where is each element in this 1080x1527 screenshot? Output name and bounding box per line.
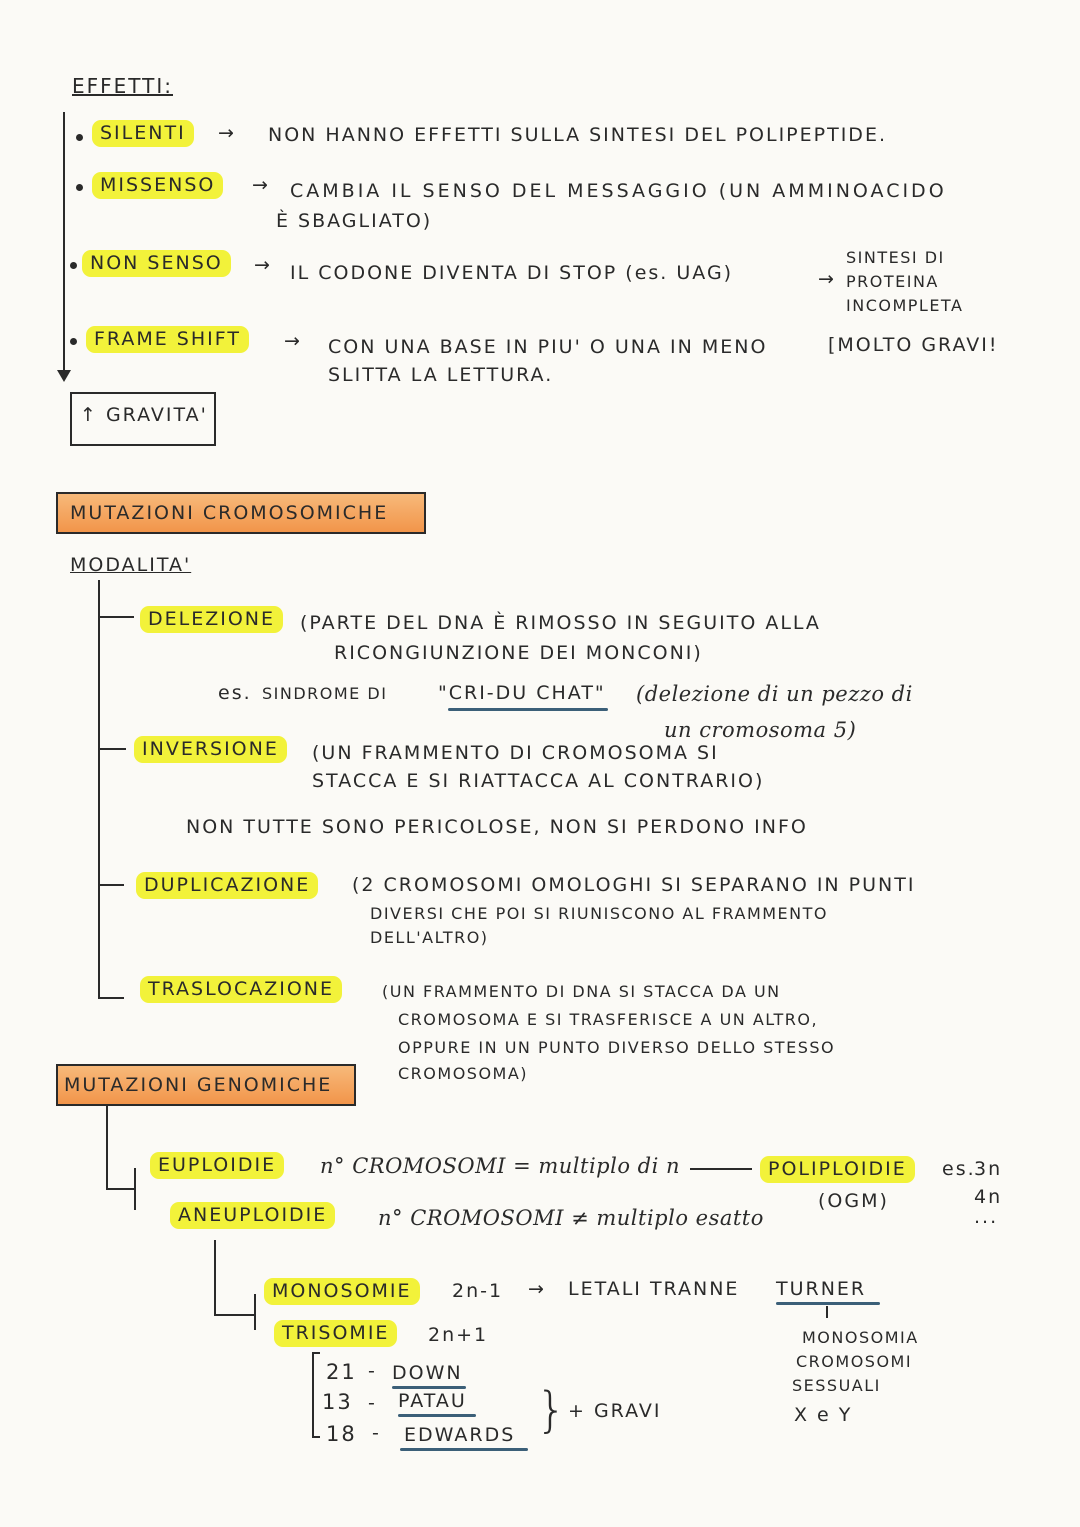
modalita-tree-line xyxy=(98,580,100,998)
desc-traslocazione-2: CROMOSOMA E SI TRASFERISCE A UN ALTRO, xyxy=(398,1010,819,1029)
desc-duplicazione-1: (2 CROMOSOMI OMOLOGHI SI SEPARANO IN PUNTI xyxy=(352,874,916,896)
branch-line xyxy=(98,748,126,750)
trisomy-num-13: 13 xyxy=(322,1390,353,1414)
desc-euploidie: n° CROMOSOMI = multiplo di n xyxy=(320,1154,681,1178)
underline xyxy=(448,708,608,711)
tag-euploidie: EUPLOIDIE xyxy=(150,1152,284,1179)
tag-traslocazione: TRASLOCAZIONE xyxy=(140,976,342,1003)
example-text: SINDROME DI xyxy=(262,684,388,703)
ploidy-ellipsis: ... xyxy=(974,1206,999,1228)
desc-missenso-1: CAMBIA IL SENSO DEL MESSAGGIO (UN AMMINOACIDO xyxy=(290,180,947,202)
arrow: → xyxy=(252,174,270,196)
formula-trisomie: 2n+1 xyxy=(428,1324,489,1346)
desc-inversione-2: STACCA E SI RIATTACCA AL CONTRARIO) xyxy=(312,770,765,792)
gravity-axis-arrowhead xyxy=(57,370,71,382)
bullet xyxy=(76,134,83,141)
exception-turner: TURNER xyxy=(776,1278,867,1300)
section-title-text: MUTAZIONI CROMOSOMICHE xyxy=(70,502,389,524)
example-note-1: (delezione di un pezzo di xyxy=(636,682,913,706)
trisomy-name-edwards: EDWARDS xyxy=(404,1424,516,1446)
desc-monosomie: LETALI TRANNE xyxy=(568,1278,740,1300)
trisomy-num-21: 21 xyxy=(326,1360,357,1384)
bracket-tick xyxy=(312,1352,320,1354)
dash: - xyxy=(368,1360,377,1382)
desc-duplicazione-2: DIVERSI CHE POI SI RIUNISCONO AL FRAMMENTO xyxy=(370,904,828,923)
modalita-heading: MODALITA' xyxy=(70,554,192,576)
desc-delezione-1: (PARTE DEL DNA È RIMOSSO IN SEGUITO ALLA xyxy=(300,612,821,634)
arrow: → xyxy=(528,1278,546,1300)
desc-delezione-2: RICONGIUNZIONE DEI MONCONI) xyxy=(334,642,703,664)
desc-inversione-1: (UN FRAMMENTO DI CROMOSOMA SI xyxy=(312,742,719,764)
tag-non-senso: NON SENSO xyxy=(82,250,231,277)
note-pericolose: NON TUTTE SONO PERICOLOSE, NON SI PERDONO INFO xyxy=(186,816,808,838)
arrow: → xyxy=(284,330,302,352)
ploidy-4n: 4n xyxy=(974,1186,1003,1208)
poliploidie-sub: (OGM) xyxy=(818,1190,889,1212)
turner-note-2: CROMOSOMI xyxy=(796,1352,913,1371)
desc-non-senso: IL CODONE DIVENTA DI STOP (es. UAG) xyxy=(290,262,734,284)
underline xyxy=(776,1302,880,1305)
ploidy-3n: 3n xyxy=(974,1158,1003,1180)
result-line-2: PROTEINA xyxy=(846,272,939,291)
tag-trisomie: TRISOMIE xyxy=(274,1320,397,1347)
desc-traslocazione-1: (UN FRAMMENTO DI DNA SI STACCA DA UN xyxy=(382,982,781,1001)
result-line-3: INCOMPLETA xyxy=(846,296,964,315)
bracket-tick xyxy=(312,1436,320,1438)
bullet xyxy=(70,338,77,345)
dash: - xyxy=(372,1422,381,1444)
underline xyxy=(400,1448,528,1451)
branch-line xyxy=(134,1168,136,1210)
bullet xyxy=(76,184,83,191)
desc-frame-shift-1: CON UNA BASE IN PIU' O UNA IN MENO xyxy=(328,336,768,358)
connector-line xyxy=(826,1306,828,1318)
bullet xyxy=(70,262,77,269)
trisomy-num-18: 18 xyxy=(326,1422,357,1446)
section-title-cromosomiche xyxy=(56,492,426,534)
turner-note-1: MONOSOMIA xyxy=(802,1328,919,1347)
tag-monosomie: MONOSOMIE xyxy=(264,1278,420,1305)
example-prefix: es. xyxy=(942,1158,976,1180)
trisomie-bracket xyxy=(312,1352,314,1438)
desc-traslocazione-3: OPPURE IN UN PUNTO DIVERSO DELLO STESSO xyxy=(398,1038,836,1057)
arrow: → xyxy=(218,122,236,144)
branch-line xyxy=(98,616,134,618)
branch-line xyxy=(98,884,124,886)
example-name: "CRI-DU CHAT" xyxy=(438,682,606,704)
genomiche-tree-line xyxy=(106,1104,108,1190)
effetti-heading: EFFETTI: xyxy=(72,74,173,98)
desc-aneuploidie: n° CROMOSOMI ≠ multiplo esatto xyxy=(378,1206,764,1230)
desc-silenti: NON HANNO EFFETTI SULLA SINTESI DEL POLIPEPTIDE. xyxy=(268,124,887,146)
gravity-axis-line xyxy=(63,112,65,374)
gravity-label: ↑ GRAVITA' xyxy=(80,404,208,426)
dash: - xyxy=(368,1392,377,1414)
desc-traslocazione-4: CROMOSOMA) xyxy=(398,1064,529,1083)
arrow: → xyxy=(818,268,836,290)
underline xyxy=(398,1414,476,1417)
note-molto-gravi: [MOLTO GRAVI! xyxy=(828,334,999,356)
trisomy-brace: } xyxy=(536,1382,569,1438)
tag-inversione: INVERSIONE xyxy=(134,736,287,763)
result-line-1: SINTESI DI xyxy=(846,248,945,267)
branch-line xyxy=(106,1188,136,1190)
arrow: → xyxy=(254,254,272,276)
tag-silenti: SILENTI xyxy=(92,120,194,147)
note-piu-gravi: + GRAVI xyxy=(568,1400,662,1422)
branch-line xyxy=(254,1294,256,1330)
tag-missenso: MISSENSO xyxy=(92,172,223,199)
section-title-text: MUTAZIONI GENOMICHE xyxy=(64,1074,333,1096)
example-prefix: es. xyxy=(218,682,252,704)
tag-duplicazione: DUPLICAZIONE xyxy=(136,872,318,899)
branch-line xyxy=(214,1314,256,1316)
example-note-2: un cromosoma 5) xyxy=(664,718,857,742)
turner-note-4: X e Y xyxy=(794,1404,853,1426)
desc-duplicazione-3: DELL'ALTRO) xyxy=(370,928,489,947)
connector-line xyxy=(690,1168,752,1170)
tag-frame-shift: FRAME SHIFT xyxy=(86,326,249,353)
aneuploidie-tree-line xyxy=(214,1240,216,1316)
branch-line xyxy=(98,997,124,999)
desc-missenso-2: È SBAGLIATO) xyxy=(276,210,433,232)
tag-delezione: DELEZIONE xyxy=(140,606,283,633)
trisomy-name-down: DOWN xyxy=(392,1362,463,1384)
formula-monosomie: 2n-1 xyxy=(452,1280,504,1302)
desc-frame-shift-2: SLITTA LA LETTURA. xyxy=(328,364,554,386)
trisomy-name-patau: PATAU xyxy=(398,1390,467,1412)
turner-note-3: SESSUALI xyxy=(792,1376,881,1395)
tag-poliploidie: POLIPLOIDIE xyxy=(760,1156,915,1183)
underline xyxy=(392,1386,466,1389)
tag-aneuploidie: ANEUPLOIDIE xyxy=(170,1202,335,1229)
section-title-genomiche xyxy=(56,1064,356,1106)
